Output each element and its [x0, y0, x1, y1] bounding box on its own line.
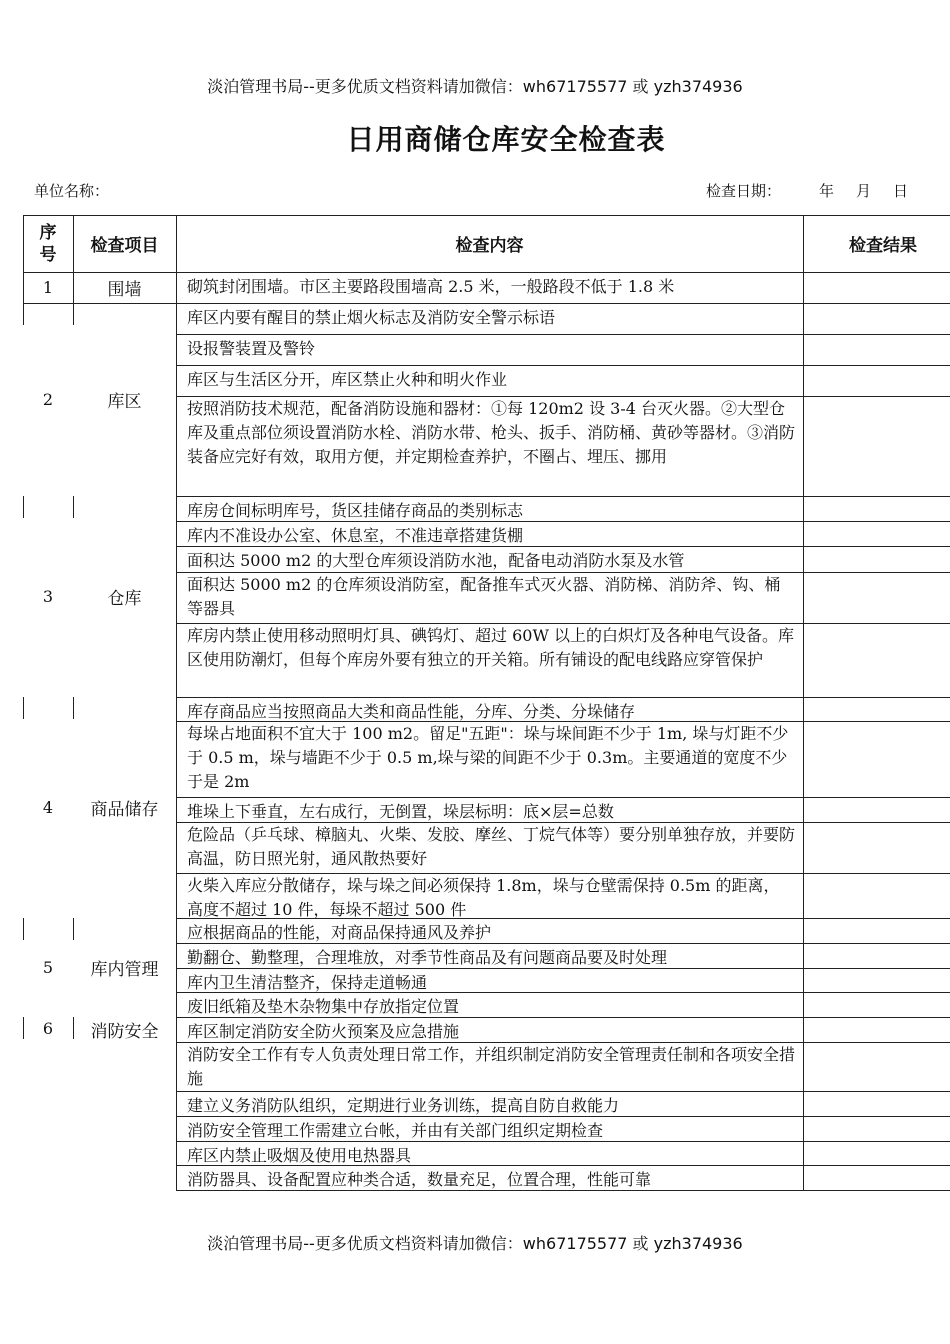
header-col-rule	[176, 215, 177, 272]
check-content: 每垛占地面积不宜大于 100 m2。留足"五距"：垛与垛间距不少于 1m, 垛与灯距不少于 0.5 m，垛与墙距不少于 0.5 m,垛与梁的间距不少于 0.3m。主要通道的宽度不少于是 2m	[187, 724, 789, 791]
table-border-bottom	[176, 1190, 950, 1191]
row-rule	[176, 1116, 950, 1117]
row-rule	[176, 1165, 950, 1166]
column-header-no: 序号	[39, 222, 57, 265]
check-result-cell[interactable]	[803, 521, 950, 546]
check-result-cell[interactable]	[803, 1165, 950, 1190]
inspection-table	[23, 215, 950, 1189]
footer-note: 淡泊管理书局--更多优质文档资料请加微信：wh67175577 或 yzh374936	[207, 1234, 743, 1253]
row-rule	[176, 272, 950, 273]
row-rule	[176, 943, 950, 944]
check-result-cell[interactable]	[803, 1091, 950, 1116]
column-header-content: 检查内容	[455, 236, 524, 256]
col-rule	[803, 918, 804, 1017]
col-rule	[176, 272, 177, 303]
column-header-item: 检查项目	[90, 236, 159, 256]
row-rule	[176, 822, 950, 823]
col-rule	[803, 697, 804, 918]
check-result-cell[interactable]	[803, 697, 950, 721]
col-rule	[176, 1017, 177, 1190]
check-item: 仓库	[107, 589, 142, 609]
unit-name-label: 单位名称：	[34, 182, 110, 200]
row-number: 6	[42, 1019, 54, 1038]
check-content: 砌筑封闭围墙。市区主要路段围墙高 2.5 米，一般路段不低于 1.8 米	[187, 277, 675, 296]
row-rule	[176, 1017, 950, 1018]
col-rule	[73, 272, 74, 303]
check-result-cell[interactable]	[803, 572, 950, 623]
check-content: 勤翻仓、勤整理，合理堆放，对季节性商品及有问题商品要及时处理	[187, 948, 668, 967]
col-stub	[73, 697, 74, 719]
row-rule	[176, 797, 950, 798]
col-stub	[73, 918, 74, 940]
row-rule	[176, 572, 950, 573]
check-content: 设报警装置及警铃	[187, 339, 316, 358]
column-header-result: 检查结果	[849, 236, 917, 256]
month-label: 月	[856, 182, 872, 200]
check-item: 消防安全	[90, 1022, 159, 1042]
check-content: 面积达 5000 m2 的大型仓库须设消防水池，配备电动消防水泵及水管	[187, 551, 685, 570]
row-rule	[176, 303, 950, 304]
col-rule	[23, 272, 24, 303]
row-rule	[176, 365, 950, 366]
check-content: 消防器具、设备配置应种类合适，数量充足，位置合理，性能可靠	[187, 1170, 652, 1189]
check-content: 消防安全工作有专人负责处理日常工作，并组织制定消防安全管理责任制和各项安全措施	[187, 1045, 796, 1088]
row-rule	[176, 396, 950, 397]
check-content: 库区与生活区分开，库区禁止火种和明火作业	[187, 370, 508, 389]
check-result-cell[interactable]	[803, 1141, 950, 1165]
header-col-rule	[803, 215, 804, 272]
row-rule	[176, 968, 950, 969]
check-result-cell[interactable]	[803, 968, 950, 992]
check-result-cell[interactable]	[803, 546, 950, 572]
check-result-cell[interactable]	[803, 873, 950, 918]
row-rule	[176, 334, 950, 335]
col-rule	[176, 303, 177, 496]
col-stub	[73, 496, 74, 518]
col-stub	[23, 918, 24, 940]
check-content: 库房仓间标明库号，货区挂储存商品的类别标志	[187, 501, 524, 520]
check-result-cell[interactable]	[803, 303, 950, 334]
col-stub	[73, 1017, 74, 1039]
check-result-cell[interactable]	[803, 623, 950, 697]
header-note: 淡泊管理书局--更多优质文档资料请加微信：wh67175577 或 yzh374936	[207, 77, 743, 96]
col-rule	[803, 496, 804, 697]
row-rule	[176, 546, 950, 547]
check-result-cell[interactable]	[803, 396, 950, 496]
check-content: 废旧纸箱及垫木杂物集中存放指定位置	[187, 997, 460, 1016]
check-content: 库区内禁止吸烟及使用电热器具	[187, 1146, 412, 1165]
check-content: 库内卫生清洁整齐，保持走道畅通	[187, 973, 428, 992]
page-title: 日用商储仓库安全检查表	[346, 123, 666, 156]
row-rule	[176, 721, 950, 722]
check-content: 应根据商品的性能，对商品保持通风及养护	[187, 923, 492, 942]
row-number: 1	[42, 278, 54, 297]
row-rule	[176, 1141, 950, 1142]
year-label: 年	[819, 182, 835, 200]
check-content: 火柴入库应分散储存，垛与垛之间必须保持 1.8m，垛与仓壁需保持 0.5m 的距离，高度不超过 10 件，每垛不超过 500 件	[187, 876, 780, 918]
check-result-cell[interactable]	[803, 1116, 950, 1141]
check-content: 建立义务消防队组织，定期进行业务训练，提高自防自救能力	[187, 1096, 620, 1115]
check-content: 库内不准设办公室、休息室，不准违章搭建货棚	[187, 526, 524, 545]
check-item: 库区	[107, 392, 142, 412]
col-stub	[23, 303, 24, 325]
check-date	[706, 180, 908, 201]
check-content: 库存商品应当按照商品大类和商品性能，分库、分类、分垛储存	[187, 702, 636, 721]
check-result-cell[interactable]	[803, 272, 950, 303]
day-label: 日	[893, 182, 909, 200]
check-result-cell[interactable]	[803, 365, 950, 396]
row-rule	[176, 1091, 950, 1092]
check-result-cell[interactable]	[803, 334, 950, 365]
row-number: 4	[42, 798, 54, 817]
col-rule	[803, 1017, 804, 1190]
check-result-cell[interactable]	[803, 721, 950, 797]
check-result-cell[interactable]	[803, 992, 950, 1017]
check-content: 堆垛上下垂直，左右成行，无倒置，垛层标明：底×层=总数	[187, 802, 614, 821]
check-result-cell[interactable]	[803, 1017, 950, 1042]
row-rule	[176, 918, 950, 919]
check-content: 库区内要有醒目的禁止烟火标志及消防安全警示标语	[187, 308, 556, 327]
col-rule	[176, 496, 177, 697]
row-rule	[176, 992, 950, 993]
col-rule	[803, 272, 804, 303]
col-rule	[176, 918, 177, 1017]
row-number: 5	[42, 958, 54, 977]
check-item: 库内管理	[90, 960, 159, 980]
row-number: 3	[42, 587, 54, 606]
check-result-cell[interactable]	[803, 822, 950, 873]
row-rule	[176, 496, 950, 497]
check-content: 消防安全管理工作需建立台帐，并由有关部门组织定期检查	[187, 1121, 604, 1140]
row-rule	[176, 623, 950, 624]
check-content: 库房内禁止使用移动照明灯具、碘钨灯、超过 60W 以上的白炽灯及各种电气设备。库区使用防潮灯，但每个库房外要有独立的开关箱。所有铺设的配电线路应穿管保护	[187, 626, 794, 669]
check-result-cell[interactable]	[803, 797, 950, 822]
check-content: 按照消防技术规范，配备消防设施和器材：①每 120m2 设 3-4 台灭火器。②大型仓库及重点部位须设置消防水栓、消防水带、枪头、扳手、消防桶、黄砂等器材。③消防装备应完好有效，取用方便，并定期检查养护，不圈占、埋压、挪用	[187, 399, 796, 466]
check-result-cell[interactable]	[803, 496, 950, 521]
row-rule	[176, 1042, 950, 1043]
check-item: 围墙	[107, 280, 142, 300]
row-number: 2	[42, 390, 54, 409]
header-col-rule	[73, 215, 74, 272]
check-item: 商品储存	[90, 800, 159, 820]
col-stub	[73, 303, 74, 325]
row-rule	[176, 873, 950, 874]
header-col-rule	[23, 215, 24, 272]
check-result-cell[interactable]	[803, 943, 950, 968]
col-rule	[803, 303, 804, 496]
col-stub	[23, 496, 24, 518]
check-date-label: 检查日期：	[706, 182, 782, 200]
check-result-cell[interactable]	[803, 1042, 950, 1091]
row-rule	[176, 521, 950, 522]
check-content: 危险品（乒乓球、樟脑丸、火柴、发胶、摩丝、丁烷气体等）要分别单独存放，并要防高温，防日照光射，通风散热要好	[187, 825, 796, 868]
check-result-cell[interactable]	[803, 918, 950, 943]
check-content: 面积达 5000 m2 的仓库须设消防室，配备推车式灭火器、消防梯、消防斧、钩、桶等器具	[187, 575, 781, 618]
col-stub	[23, 1017, 24, 1039]
check-content: 库区制定消防安全防火预案及应急措施	[187, 1022, 460, 1041]
table-border-top	[23, 215, 950, 216]
col-stub	[23, 697, 24, 719]
row-rule	[176, 697, 950, 698]
col-rule	[176, 697, 177, 918]
